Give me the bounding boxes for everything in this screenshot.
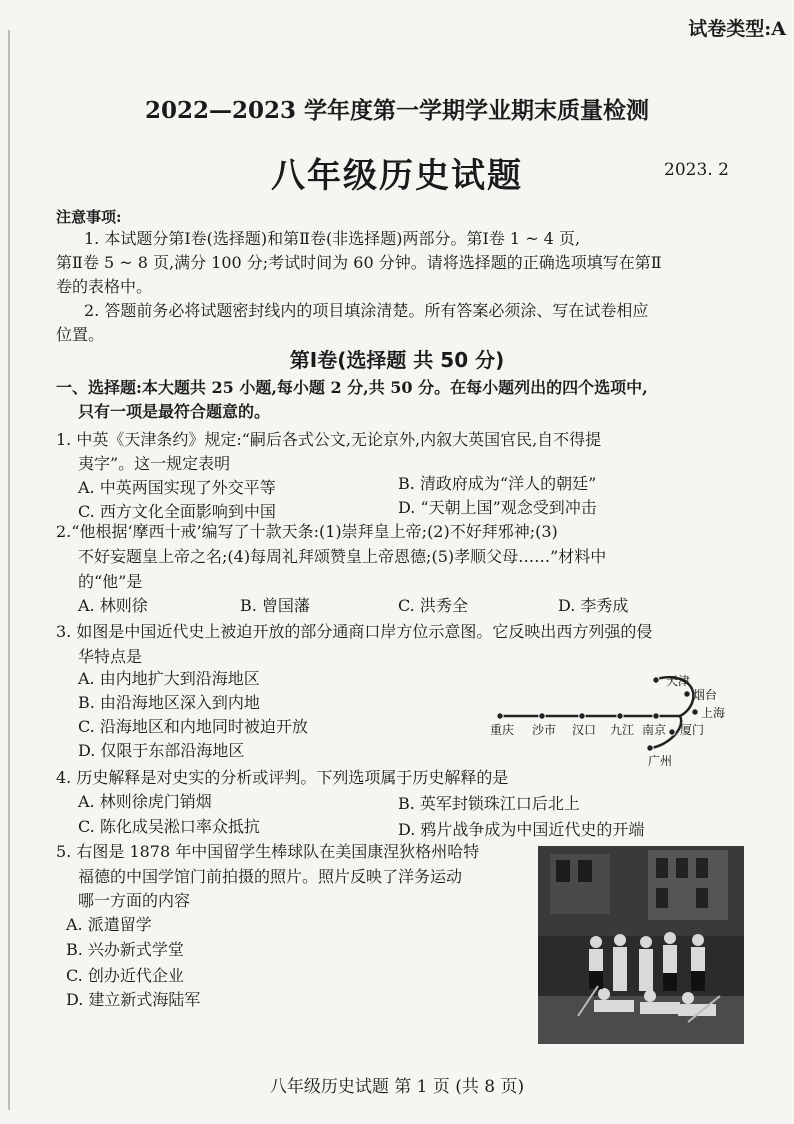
question-text: 5. 右图是 1878 年中国留学生棒球队在美国康涅狄格州哈特 bbox=[56, 842, 480, 861]
port-dot-hankou bbox=[579, 713, 585, 719]
exam-title: 2022—2023 学年度第一学期学业期末质量检测 bbox=[144, 97, 650, 124]
question-text: 2.“他根据‘摩西十戒’编写了十款天条:(1)崇拜皇上帝;(2)不好拜邪神;(3) bbox=[56, 522, 558, 541]
option-d: D. “天朝上国”观念受到冲击 bbox=[398, 498, 597, 517]
port-label: 上海 bbox=[701, 706, 726, 720]
section-title: 第Ⅰ卷(选择题 共 50 分) bbox=[289, 348, 505, 372]
option-b: B. 曾国藩 bbox=[240, 596, 310, 615]
option-d: D. 建立新式海陆军 bbox=[66, 990, 201, 1009]
option-d: D. 鸦片战争成为中国近代史的开端 bbox=[398, 820, 645, 839]
option-c: C. 沿海地区和内地同时被迫开放 bbox=[78, 717, 308, 736]
port-dot-jiujiang bbox=[617, 713, 623, 719]
exam-type-label: 试卷类型:A bbox=[688, 18, 786, 40]
notes-line: 1. 本试题分第Ⅰ卷(选择题)和第Ⅱ卷(非选择题)两部分。第Ⅰ卷 1 ~ 4 页, bbox=[84, 229, 581, 248]
treaty-ports-map bbox=[490, 668, 750, 768]
question-text: 的“他”是 bbox=[78, 572, 143, 591]
option-a: A. 由内地扩大到沿海地区 bbox=[78, 669, 260, 688]
option-c: C. 西方文化全面影响到中国 bbox=[78, 502, 276, 521]
option-c: C. 陈化成吴淞口率众抵抗 bbox=[78, 817, 260, 836]
port-dot-shanghai bbox=[692, 709, 698, 715]
port-dot-tianjin bbox=[653, 677, 659, 683]
port-dot-chongqing bbox=[497, 713, 503, 719]
port-dot-xiamen bbox=[669, 729, 675, 735]
exam-date: 2023. 2 bbox=[664, 160, 729, 180]
option-c: C. 洪秀全 bbox=[398, 596, 468, 615]
notes-heading: 注意事项: bbox=[56, 208, 122, 226]
question-text: 华特点是 bbox=[78, 647, 143, 666]
port-dot-nanjing bbox=[653, 713, 659, 719]
part-intro-line: 只有一项是最符合题意的。 bbox=[78, 402, 271, 421]
notes-line: 2. 答题前务必将试题密封线内的项目填涂清楚。所有答案必须涂、写在试卷相应 bbox=[84, 301, 649, 320]
question-text: 哪一方面的内容 bbox=[78, 891, 191, 910]
port-label: 广州 bbox=[648, 754, 673, 768]
option-d: D. 仅限于东部沿海地区 bbox=[78, 741, 245, 760]
question-text: 福德的中国学馆门前拍摄的照片。照片反映了洋务运动 bbox=[78, 867, 463, 886]
option-b: B. 英军封锁珠江口后北上 bbox=[398, 794, 580, 813]
option-a: A. 派遣留学 bbox=[66, 915, 152, 934]
subject-title: 八年级历史试题 bbox=[271, 156, 523, 196]
port-label: 沙市 bbox=[532, 723, 557, 737]
port-label: 烟台 bbox=[693, 688, 718, 702]
option-a: A. 中英两国实现了外交平等 bbox=[78, 478, 276, 497]
port-label: 重庆 bbox=[490, 723, 515, 737]
option-b: B. 清政府成为“洋人的朝廷” bbox=[398, 474, 597, 493]
question-text: 3. 如图是中国近代史上被迫开放的部分通商口岸方位示意图。它反映出西方列强的侵 bbox=[56, 622, 653, 641]
page-footer: 八年级历史试题 第 1 页 (共 8 页) bbox=[269, 1077, 525, 1097]
option-c: C. 创办近代企业 bbox=[66, 966, 184, 985]
option-a: A. 林则徐 bbox=[78, 596, 148, 615]
option-d: D. 李秀成 bbox=[558, 596, 629, 615]
question-text: 夷字”。这一规定表明 bbox=[78, 454, 231, 473]
port-label: 汉口 bbox=[572, 723, 597, 737]
question-text: 4. 历史解释是对史实的分析或评判。下列选项属于历史解释的是 bbox=[56, 768, 509, 787]
baseball-team-photo bbox=[538, 846, 744, 1044]
option-a: A. 林则徐虎门销烟 bbox=[78, 792, 212, 811]
port-label: 九江 bbox=[610, 723, 635, 737]
option-b: B. 兴办新式学堂 bbox=[66, 940, 184, 959]
port-label: 厦门 bbox=[680, 723, 705, 737]
port-label: 天津 bbox=[666, 674, 691, 688]
notes-line: 卷的表格中。 bbox=[56, 277, 153, 296]
question-text: 1. 中英《天津条约》规定:“嗣后各式公文,无论京外,内叙大英国官民,自不得提 bbox=[56, 430, 602, 449]
option-b: B. 由沿海地区深入到内地 bbox=[78, 693, 260, 712]
port-dot-shashi bbox=[539, 713, 545, 719]
question-text: 不好妄题皇上帝之名;(4)每周礼拜颂赞皇上帝恩德;(5)孝顺父母……”材料中 bbox=[78, 547, 607, 566]
notes-line: 第Ⅱ卷 5 ~ 8 页,满分 100 分;考试时间为 60 分钟。请将选择题的正确选项填写在第Ⅱ bbox=[56, 253, 662, 272]
part-intro-line: 一、选择题:本大题共 25 小题,每小题 2 分,共 50 分。在每小题列出的四个选项中, bbox=[56, 378, 648, 397]
notes-line: 位置。 bbox=[56, 325, 105, 344]
port-dot-yantai bbox=[684, 691, 690, 697]
port-label: 南京 bbox=[642, 723, 667, 737]
port-dot-guangzhou bbox=[647, 745, 653, 751]
